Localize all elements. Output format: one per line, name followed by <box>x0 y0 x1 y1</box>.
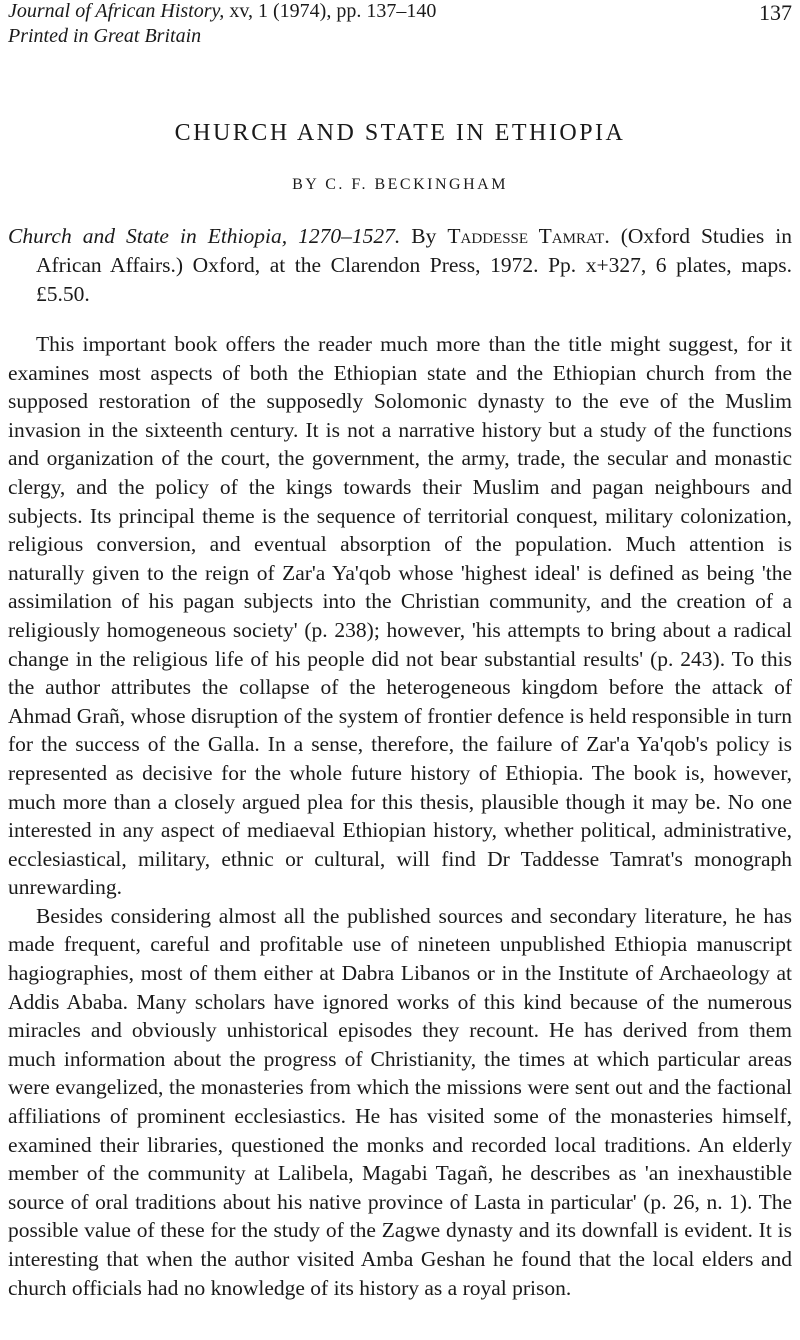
book-citation <box>8 222 792 309</box>
body-paragraph: This important book offers the reader much more than the title might suggest, for it examines most aspects of both the Ethiopian state and the Ethiopian church from the supposed restoration of the supposedly Solomonic dynasty to the eve of the Muslim invasion in the sixteenth century. It is not a narrative history but a study of the functions and organization of the court, the government, the army, trade, the secular and monastic clergy, and the policy of the kings towards their Muslim and pagan neighbours and subjects. Its principal theme is the sequence of territorial conquest, military colonization, religious conversion, and eventual absorption of the population. Much attention is naturally given to the reign of Zar'a Ya'qob whose 'highest ideal' is defined as being 'the assimilation of his pagan subjects into the Christian community, and the creation of a religiously homogeneous society' (p. 238); however, 'his attempts to bring about a radical change in the religious life of his people did not bear substantial results' (p. 243). To this the author attributes the collapse of the heterogeneous kingdom before the attack of Ahmad Grañ, whose disruption of the system of frontier defence is held responsible in turn for the success of the Galla. In a sense, therefore, the failure of Zar'a Ya'qob's policy is represented as decisive for the whole future history of Ethiopia. The book is, however, much more than a closely argued plea for this thesis, plausible though it may be. No one interested in any aspect of mediaeval Ethiopian history, whether political, administrative, ecclesiastical, military, ethnic or cultural, will find Dr Taddesse Tamrat's monograph unrewarding. <box>8 332 792 900</box>
journal-details: xv, 1 (1974), pp. 137–140 <box>224 0 437 22</box>
running-header <box>8 0 792 50</box>
journal-title: Journal of African History, <box>8 0 225 22</box>
printed-notice: Printed in Great Britain <box>8 25 202 47</box>
page-number: 137 <box>759 0 792 25</box>
citation-by: By <box>400 224 448 248</box>
journal-citation-line <box>8 0 436 23</box>
book-author: Taddesse Tamrat <box>447 224 605 248</box>
citation-details: . (Oxford Studies in African Affairs.) Oxford, at the Clarendon Press, 1972. Pp. x+327, 6 plates, maps. £5.50. <box>36 224 793 306</box>
article-title: CHURCH AND STATE IN ETHIOPIA <box>174 120 626 146</box>
article-body <box>8 330 792 1302</box>
body-paragraph: Besides considering almost all the published sources and secondary literature, he has made frequent, careful and profitable use of nineteen unpublished Ethiopia manuscript hagiographies, most of them either at Dabra Libanos or in the Institute of Archaeology at Addis Ababa. Many scholars have ignored works of this kind because of the numerous miracles and obviously unhistorical episodes they recount. He has derived from them much information about the progress of Christianity, the times at which particular areas were evangelized, the monasteries from which the missions were sent out and the factional affiliations of prominent ecclesiastics. He has visited some of the monasteries himself, examined their libraries, questioned the monks and recorded local traditions. An elderly member of the community at Lalibela, Magabi Tagañ, he describes as 'an inexhaustible source of oral traditions about his native province of Lasta in particular' (p. 26, n. 1). The possible value of these for the study of the Zagwe dynasty and its downfall is evident. It is interesting that when the author visited Amba Geshan he found that the local elders and church officials had no knowledge of its history as a royal prison. <box>8 903 792 1300</box>
book-title: Church and State in Ethiopia, 1270–1527. <box>8 224 401 248</box>
article-byline: BY C. F. BECKINGHAM <box>292 176 508 193</box>
